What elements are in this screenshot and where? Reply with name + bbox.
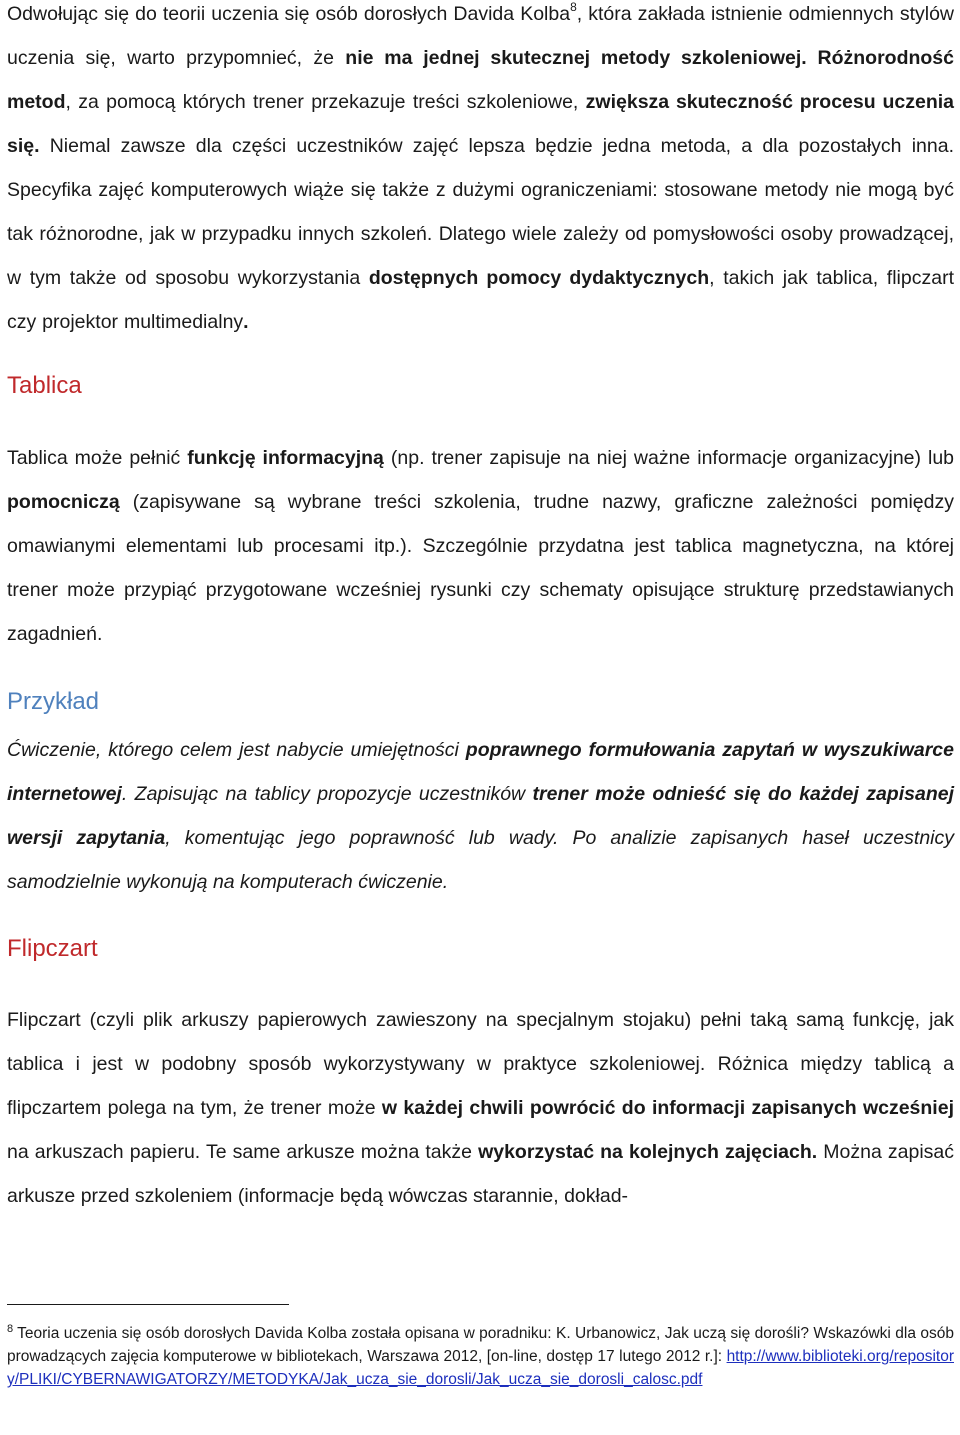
text-run: Ćwiczenie, którego celem jest nabycie umiejętności [7,739,466,761]
footnote-reference[interactable]: 8 [570,0,577,14]
text-run: (np. trener zapisuje na niej ważne informacje organizacyjne) lub [383,447,955,469]
bold-run: w każdej chwili powrócić do informacji zapisanych wcześniej [381,1097,954,1119]
section-heading-przyklad: Przykład [7,688,100,715]
paragraph-intro [7,0,954,344]
text-run: (zapisywane są wybrane treści szkolenia, trudne nazwy, graficzne zależności pomiędzy omawianymi elementami lub procesami itp.). Szczególnie przydatna jest tablica magnetyczna, na której trener może przypiąć przygotowane wcześniej rysunki czy schematy opisujące strukturę przedstawianych zagadnień. [7,491,954,645]
footnote-link[interactable]: http://www.biblioteki.org/repository/PLIKI/CYBERNAWIGATORZY/METODYKA/Jak_ucza_sie_dorosli/Jak_ucza_sie_dorosli_calosc.pdf [7,1348,954,1388]
text-run: Niemal zawsze dla części uczestników zajęć lepsza będzie jedna metoda, a dla pozostałych inna. Specyfika zajęć komputerowych wiąże się także z dużymi ograniczeniami: stosowane metody nie mogą być tak różnorodne, jak w przypadku innych szkoleń. Dlatego wiele zależy od pomysłowości osoby prowadzącej, w tym także od sposobu wykorzystania [7,135,954,289]
text-run: , za pomocą których trener przekazuje treści szkoleniowe, [65,91,586,113]
footnote [7,1318,954,1391]
bold-run: . [243,311,249,333]
paragraph-flipczart [7,998,954,1218]
footnote-number: 8 [7,1323,14,1335]
text-run: Tablica może pełnić [7,447,188,469]
section-heading-tablica: Tablica [7,372,82,399]
text-run: na arkuszach papieru. Te same arkusze można także [7,1141,479,1163]
bold-run: trener może odnieść się do każdej zapisanej wersji zapytania [7,783,954,849]
text-run: Można zapisać arkusze przed szkoleniem (informacje będą wówczas starannie, dokład- [7,1141,954,1207]
text-run: . Zapisując na tablicy propozycje uczestników [121,783,533,805]
bold-run: nie ma jednej skutecznej metody szkoleniowej. Różnorodność metod [7,47,954,113]
footnote-separator [7,1304,289,1305]
text-run: , takich jak tablica, flipczart czy projektor multimedialny [7,267,954,333]
bold-run: wykorzystać na kolejnych zajęciach. [478,1141,818,1163]
text-run: Odwołując się do teorii uczenia się osób dorosłych Davida Kolba [7,3,571,25]
paragraph-tablica [7,436,954,656]
section-heading-flipczart: Flipczart [7,935,98,962]
paragraph-example [7,728,954,904]
bold-run: pomocniczą [7,491,120,513]
bold-run: zwiększa skuteczność procesu uczenia się. [7,91,954,157]
bold-run: funkcję informacyjną [187,447,384,469]
bold-run: dostępnych pomocy dydaktycznych [368,267,710,289]
footnote-text: Teoria uczenia się osób dorosłych Davida Kolba została opisana w poradniku: K. Urbanowicz, Jak uczą się dorośli? Wskazówki dla osób prowadzących zajęcia komputerowe w bibliotekach, Warszawa 2012, [on-line, dostęp 17 lutego 2012 r.]: [7,1325,954,1365]
bold-run: poprawnego formułowania zapytań w wyszukiwarce internetowej [7,739,954,805]
text-run: , komentując jego poprawność lub wady. Po analizie zapisanych haseł uczestnicy samodzielnie wykonują na komputerach ćwiczenie. [7,827,954,893]
text-run: Flipczart (czyli plik arkuszy papierowych zawieszony na specjalnym stojaku) pełni taką samą funkcję, jak tablica i jest w podobny sposób wykorzystywany w praktyce szkoleniowej. Różnica między tablicą a flipczartem polega na tym, że trener może [7,1009,954,1119]
text-run: , która zakłada istnienie odmiennych stylów uczenia się, warto przypomnieć, że [7,3,955,69]
